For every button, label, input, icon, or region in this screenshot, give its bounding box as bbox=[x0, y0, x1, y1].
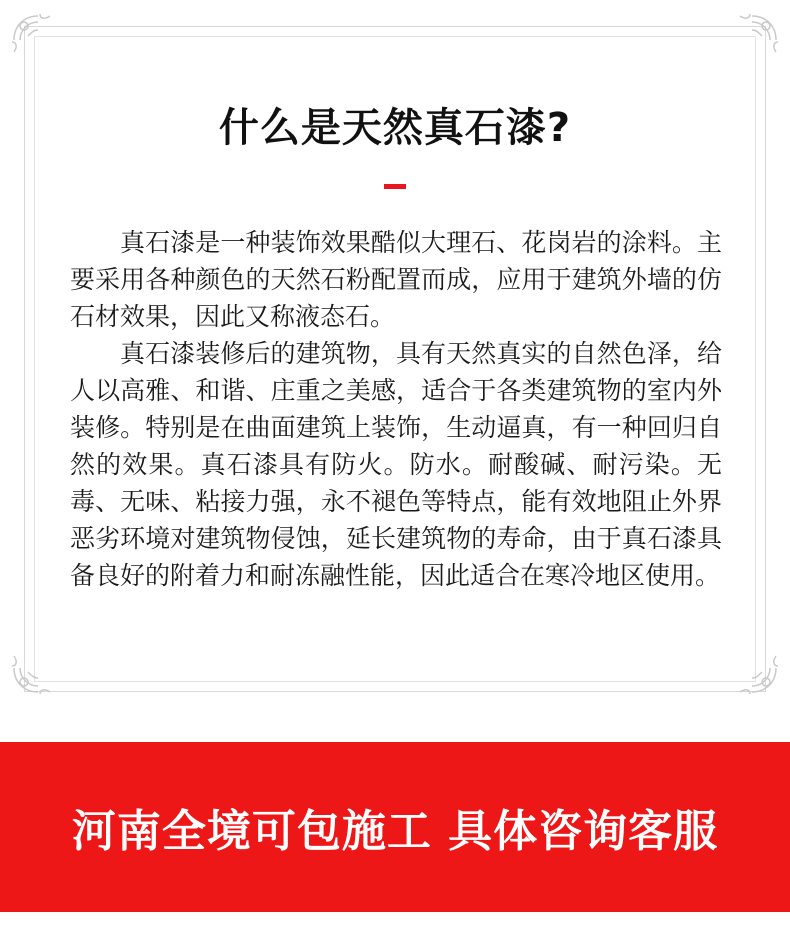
corner-ornament-icon bbox=[724, 12, 780, 68]
corner-ornament-icon bbox=[10, 640, 66, 696]
paragraph: 真石漆装修后的建筑物，具有天然真实的自然色泽，给人以高雅、和谐、庄重之美感，适合于各类建筑物的室内外装修。特别是在曲面建筑上装饰，生动逼真，有一种回归自然的效果。真石漆具有防火。防水。耐酸碱、耐污染。无毒、无味、粘接力强，永不褪色等特点，能有效地阻止外界恶劣环境对建筑物侵蚀，延长建筑物的寿命，由于真石漆具备良好的附着力和耐冻融性能，因此适合在寒冷地区使用。 bbox=[70, 339, 722, 590]
page-title: 什么是天然真石漆? bbox=[218, 105, 572, 151]
paragraph: 真石漆是一种装饰效果酷似大理石、花岗岩的涂料。主要采用各种颜色的天然石粉配置而成，应用于建筑外墙的仿石材效果，因此又称液态石。 bbox=[70, 228, 722, 331]
article-body bbox=[70, 224, 722, 594]
corner-ornament-icon bbox=[10, 12, 66, 68]
corner-ornament-icon bbox=[724, 640, 780, 696]
title-accent-bar bbox=[384, 184, 406, 189]
promo-banner bbox=[0, 742, 790, 912]
promo-banner-text: 河南全境可包施工 具体咨询客服 bbox=[71, 806, 719, 857]
